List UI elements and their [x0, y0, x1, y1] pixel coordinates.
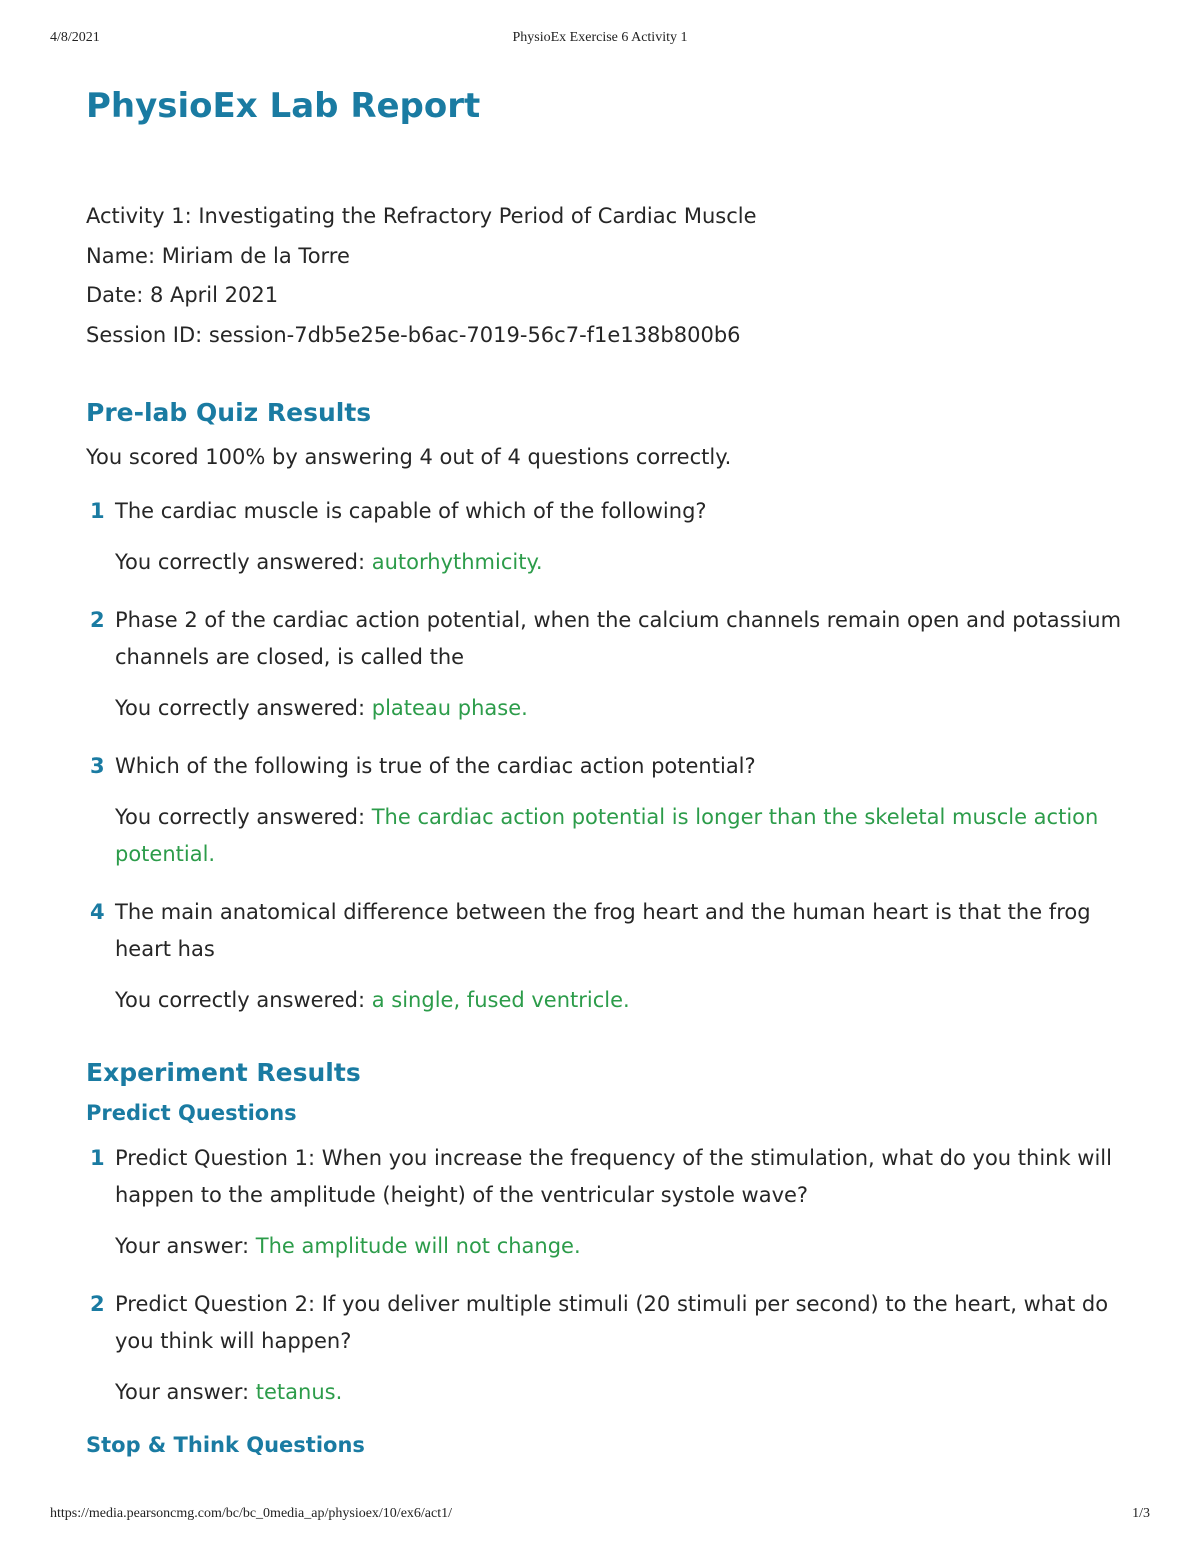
question-answer: [115, 1228, 1146, 1265]
question-answer: [115, 799, 1146, 873]
report-title: PhysioEx Lab Report: [86, 86, 481, 126]
answer-value: tetanus.: [255, 1380, 343, 1404]
session-id: Session ID: session-7db5e25e-b6ac-7019-56c7-f1e138b800b6: [86, 322, 741, 347]
question-number: 2: [90, 608, 105, 632]
question-text: The cardiac muscle is capable of which of the following?: [115, 499, 707, 523]
predict-heading: Predict Questions: [86, 1101, 297, 1125]
prelab-score: You scored 100% by answering 4 out of 4 questions correctly.: [86, 445, 732, 469]
answer-prefix: You correctly answered:: [115, 805, 372, 829]
prelab-heading: Pre-lab Quiz Results: [86, 398, 372, 427]
question-answer: [115, 544, 1146, 581]
question-text: Phase 2 of the cardiac action potential, when the calcium channels remain open and potassium channels are closed, is called the: [115, 608, 1122, 669]
answer-value: The cardiac action potential is longer than the skeletal muscle action potential.: [115, 805, 1099, 866]
page-url: https://media.pearsoncmg.com/bc/bc_0media_ap/physioex/10/ex6/act1/: [50, 1506, 453, 1521]
question-number: 2: [90, 1292, 105, 1316]
question-number: 1: [90, 499, 105, 523]
print-date: 4/8/2021: [50, 30, 100, 45]
answer-prefix: Your answer:: [115, 1380, 256, 1404]
predict-question-2: [86, 1286, 1146, 1411]
question-number: 3: [90, 754, 105, 778]
print-header: [50, 30, 1150, 50]
question-text: The main anatomical difference between the frog heart and the human heart is that the frog heart has: [115, 900, 1091, 961]
prelab-question-2: [86, 602, 1146, 727]
answer-value: autorhythmicity.: [371, 550, 543, 574]
predict-question-1: [86, 1140, 1146, 1265]
answer-value: a single, fused ventricle.: [371, 988, 630, 1012]
question-text: Which of the following is true of the cardiac action potential?: [115, 754, 756, 778]
answer-prefix: Your answer:: [115, 1234, 256, 1258]
question-number: 4: [90, 900, 105, 924]
answer-value: The amplitude will not change.: [255, 1234, 581, 1258]
print-footer: [50, 1506, 1150, 1526]
print-document-title: PhysioEx Exercise 6 Activity 1: [512, 30, 688, 45]
student-name: Name: Miriam de la Torre: [86, 243, 350, 268]
prelab-question-3: [86, 748, 1146, 873]
question-answer: [115, 982, 1146, 1019]
activity-title: Activity 1: Investigating the Refractory Period of Cardiac Muscle: [86, 204, 757, 228]
report-info: [86, 197, 1146, 355]
question-text: Predict Question 1: When you increase the frequency of the stimulation, what do you think will happen to the amplitude (height) of the ventricular systole wave?: [115, 1146, 1112, 1207]
prelab-question-1: [86, 493, 1146, 581]
question-answer: [115, 1374, 1146, 1411]
experiment-heading: Experiment Results: [86, 1058, 361, 1087]
answer-prefix: You correctly answered:: [115, 988, 372, 1012]
answer-prefix: You correctly answered:: [115, 550, 372, 574]
question-answer: [115, 690, 1146, 727]
answer-prefix: You correctly answered:: [115, 696, 372, 720]
question-number: 1: [90, 1146, 105, 1170]
report-content: [86, 84, 1146, 1459]
question-text: Predict Question 2: If you deliver multiple stimuli (20 stimuli per second) to the heart, what do you think will happen?: [115, 1292, 1109, 1353]
prelab-question-4: [86, 894, 1146, 1019]
page-number: 1/3: [1132, 1506, 1150, 1521]
report-date: Date: 8 April 2021: [86, 283, 279, 307]
stop-think-heading: Stop & Think Questions: [86, 1433, 365, 1457]
answer-value: plateau phase.: [371, 696, 528, 720]
